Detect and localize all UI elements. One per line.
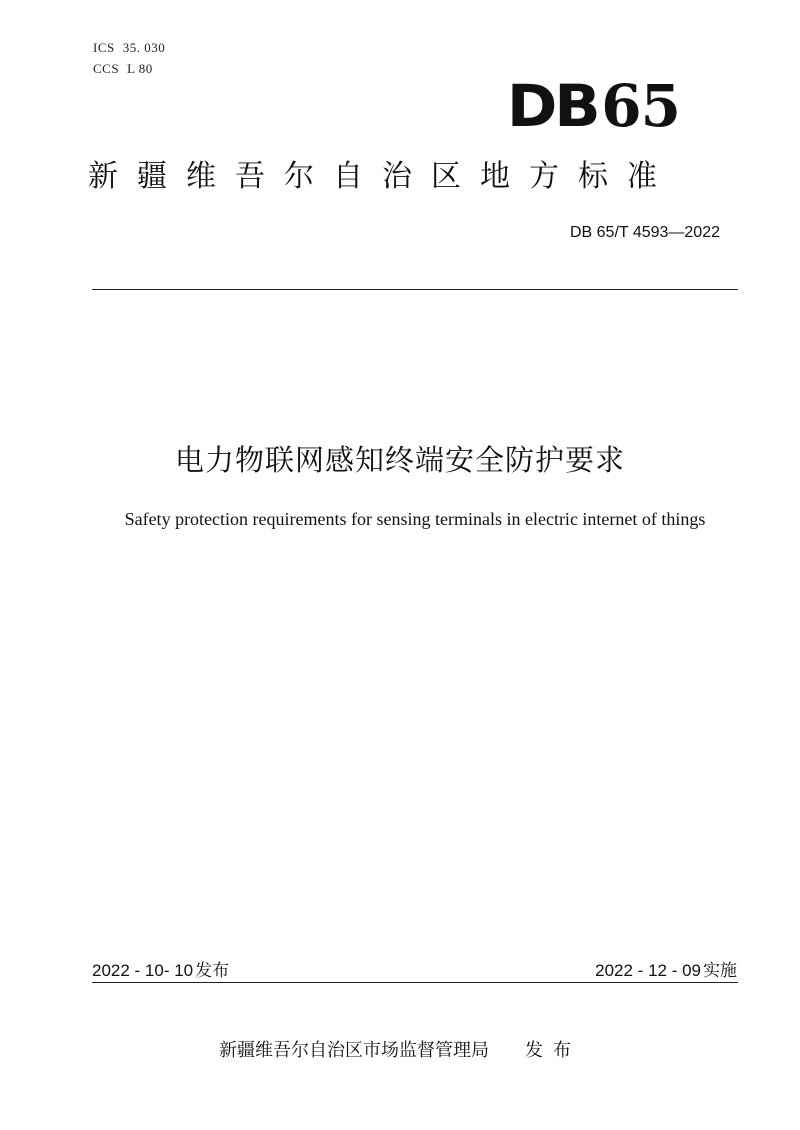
ics-code	[93, 40, 165, 56]
ccs-value: L 80	[127, 61, 153, 76]
implement-date-value: 2022 - 12 - 09	[595, 961, 701, 980]
implement-label: 实施	[703, 961, 737, 981]
implement-date	[595, 956, 737, 981]
db-mark	[506, 72, 680, 140]
issuer-action: 发布	[525, 1040, 581, 1061]
bottom-divider	[92, 982, 738, 983]
ics-value: 35. 030	[122, 40, 166, 55]
issuer-line	[0, 1036, 800, 1062]
release-date	[92, 956, 229, 981]
db-mark-prefix: DB	[506, 72, 598, 140]
ics-label: ICS	[93, 40, 115, 55]
db-mark-number: 65	[601, 72, 680, 140]
ccs-label: CCS	[93, 61, 120, 76]
release-label: 发布	[195, 961, 230, 981]
document-title-en: Safety protection requirements for sensing terminals in electric internet of things	[124, 509, 706, 529]
document-title-cn: 电力物联网感知终端安全防护要求	[174, 443, 625, 477]
top-divider	[92, 289, 738, 290]
standard-type-heading: 新疆维吾尔自治区地方标准	[88, 159, 676, 194]
standard-number: DB 65/T 4593—2022	[569, 224, 720, 241]
release-date-value: 2022 - 10- 10	[92, 961, 194, 980]
ccs-code	[93, 61, 153, 77]
issuer-org: 新疆维吾尔自治区市场监督管理局	[219, 1040, 489, 1061]
